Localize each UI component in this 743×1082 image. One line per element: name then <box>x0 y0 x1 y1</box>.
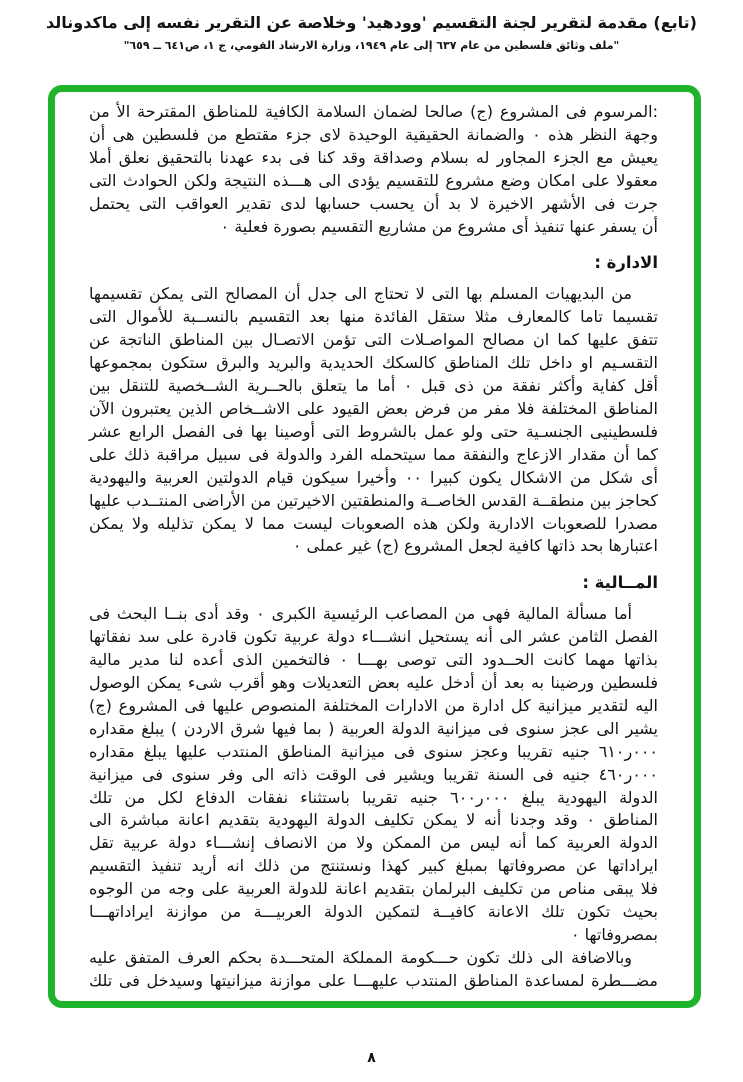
text-line: أقل كفاية وأكثر نفقة من ذى قبل ٠ أما ما يتعلق بالحــرية الشــخصية للتنقل بين <box>89 376 658 396</box>
text-line: كما أن مقدار الازعاج والنفقة مما سيتحمله الفرد والدولة فى سبيل مراقبة ذلك على <box>89 444 658 464</box>
page-number: ٨ <box>367 1050 376 1066</box>
section-heading-administration: الادارة : <box>594 253 658 273</box>
header-source-citation: "ملف وثائق فلسطين من عام ٦٣٧ إلى عام ١٩٤٩، وزارة الارشاد القومي، ج ١، ص٦٤١ ــ ٦٥٩" <box>123 39 620 52</box>
text-line: بحيث تكون تلك الاعانة كافيــة لتمكين الدولة العربيـــة من موازنة ايراداتهـــا <box>89 902 658 922</box>
text-line: فلسطين ورضينا به بعد أن أدخل عليه بعض التعديلات وهو أقرب شىء يمكن الوصول <box>89 673 658 693</box>
text-line: معقولا على امكان وضع مشروع للتقسيم يؤدى الى هـــذه النتيجة ولكن الحوادث التى <box>89 170 658 190</box>
text-line: تتفق عليها كما ان مصالح المواصـلات التى تؤمن الاتصـال بين المناطق الناتجة عن <box>89 330 658 350</box>
text-line: الدولة العربية كما أنه ليس من الممكن ولا من الانصاف إنشـــاء دولة عربية تقل <box>89 833 658 853</box>
text-line: :المرسوم فى المشروع (ج) صالحا لضمان السلامة الكافية للمناطق المقترحة الأ من <box>89 102 658 121</box>
paragraph-administration <box>89 283 658 558</box>
text-line: التقسـيم او داخل تلك المناطق كالسكك الحديدية والبريد والبرق ستكون بمجموعها <box>89 353 658 373</box>
text-line: اليه لتقدير ميزانية كل ادارة من الادارات المختلفة المنصوص عليها فى المشروع (ج) <box>89 695 658 715</box>
text-line: أما مسألة المالية فهى من المصاعب الرئيسية الكبرى ٠ وقد أدى بنــا البحث فى <box>89 604 633 624</box>
text-line: وبالاضافة الى ذلك تكون حـــكومة المملكة المتحـــدة بحكم العرف المتفق عليه <box>89 947 632 967</box>
paragraph-finance <box>89 603 658 947</box>
text-line: الفصل الثامن عشر الى أنه يستحيل انشـــاء دولة عربية تكون قادرة على سد نفقاتها <box>89 627 658 647</box>
text-line: مصدرا للصعوبات الادارية ولكن هذه الصعوبات ليست مما لا يمكن تذليله ولا يمكن <box>89 513 658 533</box>
text-line: بذاتها مهما كانت الحــدود التى توصى بهـــا ٠ فالتخمين الذى أعده لنا مدير مالية <box>89 650 658 670</box>
text-line: فلسطينيى الجنسـية حتى ولو عمل بالشروط التى أوصينا بها فى الفصل الرابع عشر <box>89 421 658 441</box>
text-line: ٠٠٠ر٦١٠ جنيه تقريبا وعجز سنوى فى ميزانية المناطق المنتدب عليها يبلغ مقداره <box>89 741 658 761</box>
text-line: وجهة النظر هذه ٠ والضمانة الحقيقية الوحيدة لاى جزء مقتطع من فلسطين هى أن <box>89 124 659 144</box>
paragraph-closing <box>89 947 658 993</box>
text-line: تقسيما تاما كالمعارف مثلا ستقل الفائدة منها بعد التقسيم بالنســبة للأموال التى <box>89 307 658 327</box>
document-frame <box>48 85 701 1008</box>
text-line: أى شكل من الاشكال يكون كبيرا ٠٠ وأخيرا سيكون قيام الدولتين العربية واليهودية <box>89 467 659 487</box>
text-line: اعتبارها بحد ذاتها كافية لجعل المشروع (ج) غير عملى ٠ <box>292 536 658 556</box>
paragraph-intro <box>89 101 658 238</box>
page-header <box>0 13 743 52</box>
text-line: أن يسفر عنها تنفيذ أى مشروع من مشاريع التقسيم بصورة فعلية ٠ <box>220 216 658 236</box>
text-line: ايراداتها عن مصروفاتها بمبلغ كبير كهذا ونستنتج من ذلك انه أريد تنفيذ التقسيم <box>89 856 658 876</box>
text-line: مضـــطرة لمساعدة المناطق المنتدب عليهـــا على موازنة ميزانيتها وسيدخل فى تلك <box>89 970 658 990</box>
text-line: فلا يبقى مناص من تكليف البرلمان بتقديم اعانة للدولة العربية على وجه من الوجوه <box>89 879 658 899</box>
text-line: بمصروفاتها ٠ <box>570 925 658 944</box>
section-heading-finance: المــالية : <box>582 573 658 593</box>
text-line: المناطق ٠ وقد وجدنا أنه لا يمكن تكليف الدولة اليهودية بتقديم اعانة مباشرة الى <box>89 810 659 830</box>
text-line: يعيش مع الجزء المجاور له بسلام وصداقة وقد كنا فى بدء عهدنا بالتحقيق نعلق أملا <box>89 147 658 167</box>
text-line: المناطق المختلفة فلا مفر من فرض بعض القيود على الاشــخاص الذين يعتبرون الآن <box>89 398 658 418</box>
text-line: من البديهيات المسلم بها التى لا تحتاج الى جدل أن المصالح التى يمكن تقسيمها <box>89 284 632 304</box>
text-line: يشير الى عجز سنوى فى ميزانية الدولة العربية ( بما فيها شرق الاردن ) يبلغ مقداره <box>89 718 658 738</box>
text-line: كحاجز بين منطقــة القدس الخاصــة والمنطقتين الاخيرتين من الأراضى المنتــدب عليها <box>89 490 658 510</box>
text-line: ٠٠٠ر٤٦٠ جنيه فى السنة تقريبا ويشير فى الوقت ذاته الى وفر سنوى فى ميزانية <box>89 764 658 784</box>
header-title: (تابع) مقدمة لتقرير لجنة التقسيم 'وودهيد' وخلاصة عن التقرير نفسه إلى ماكدونالد <box>46 13 697 32</box>
text-line: جرت فى الأشهر الاخيرة لا بد أن يحسب حسابها لدى تقدير العواقب التى يحتمل <box>89 193 658 213</box>
text-line: الدولة اليهودية يبلغ ٠٠٠ر٦٠٠ جنيه تقريبا باستثناء نفقات الدفاع لكل من تلك <box>89 787 659 807</box>
